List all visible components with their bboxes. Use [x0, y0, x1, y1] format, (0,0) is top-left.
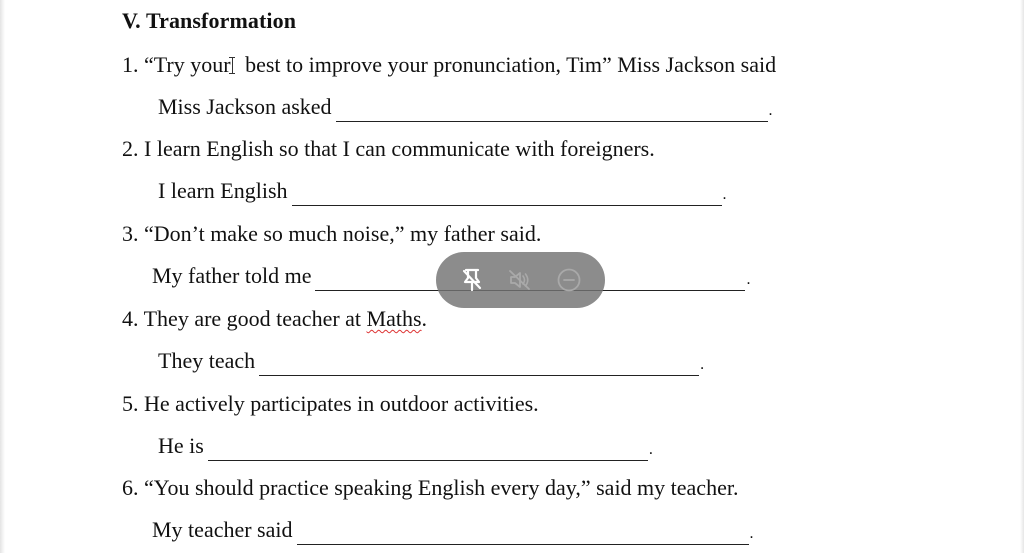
minimize-icon[interactable] — [552, 263, 586, 297]
answer-prompt: Miss Jackson asked — [158, 94, 332, 119]
page-edge-right — [1020, 0, 1024, 553]
answer-period: . — [700, 356, 705, 373]
answer-period: . — [746, 271, 751, 288]
answer-period: . — [722, 186, 727, 203]
text-cursor-icon — [232, 57, 239, 74]
question-text: “You should practice speaking English every day,” said my teacher. — [144, 475, 739, 500]
page-edge-left — [0, 0, 5, 553]
question-3 — [122, 219, 541, 249]
answer-blank[interactable] — [259, 353, 699, 376]
answer-line-2 — [158, 176, 727, 206]
answer-line-5 — [158, 431, 653, 461]
question-number: 2. — [122, 136, 139, 161]
question-text: I learn English so that I can communicate with foreigners. — [144, 136, 655, 161]
question-number: 1. — [122, 52, 139, 77]
question-number: 3. — [122, 221, 139, 246]
answer-blank[interactable] — [292, 183, 722, 206]
answer-prompt: My teacher said — [152, 517, 293, 542]
answer-prompt: My father told me — [152, 263, 312, 288]
unpin-icon[interactable] — [455, 263, 489, 297]
answer-prompt: They teach — [158, 348, 256, 373]
question-text-end: . — [421, 306, 428, 331]
answer-period: . — [749, 525, 754, 542]
question-2 — [122, 134, 655, 164]
answer-line-4 — [158, 346, 704, 376]
answer-line-1 — [158, 92, 773, 122]
question-text: “Don’t make so much noise,” my father said. — [144, 221, 542, 246]
question-text-start: They are good teacher at — [143, 306, 367, 331]
question-1 — [122, 50, 776, 80]
question-6 — [122, 473, 738, 503]
answer-blank[interactable] — [336, 99, 768, 122]
question-number: 5. — [122, 391, 139, 416]
section-title: V. Transformation — [122, 8, 297, 33]
question-number: 4. — [122, 306, 139, 331]
answer-period: . — [768, 102, 773, 119]
answer-blank[interactable] — [297, 522, 749, 545]
mute-icon[interactable] — [503, 263, 537, 297]
misspelled-word: Maths — [366, 306, 422, 331]
answer-blank[interactable] — [208, 438, 648, 461]
answer-prompt: He is — [158, 433, 204, 458]
question-text-end: best to improve your pronunciation, Tim” Miss Jackson said — [239, 52, 777, 77]
answer-prompt: I learn English — [158, 178, 288, 203]
question-number: 6. — [122, 475, 139, 500]
answer-period: . — [648, 441, 653, 458]
question-5 — [122, 389, 539, 419]
question-text-start: “Try your — [144, 52, 231, 77]
answer-line-6 — [152, 515, 754, 545]
floating-control-bar — [436, 252, 605, 308]
question-text: He actively participates in outdoor activities. — [144, 391, 539, 416]
question-4 — [122, 304, 427, 334]
